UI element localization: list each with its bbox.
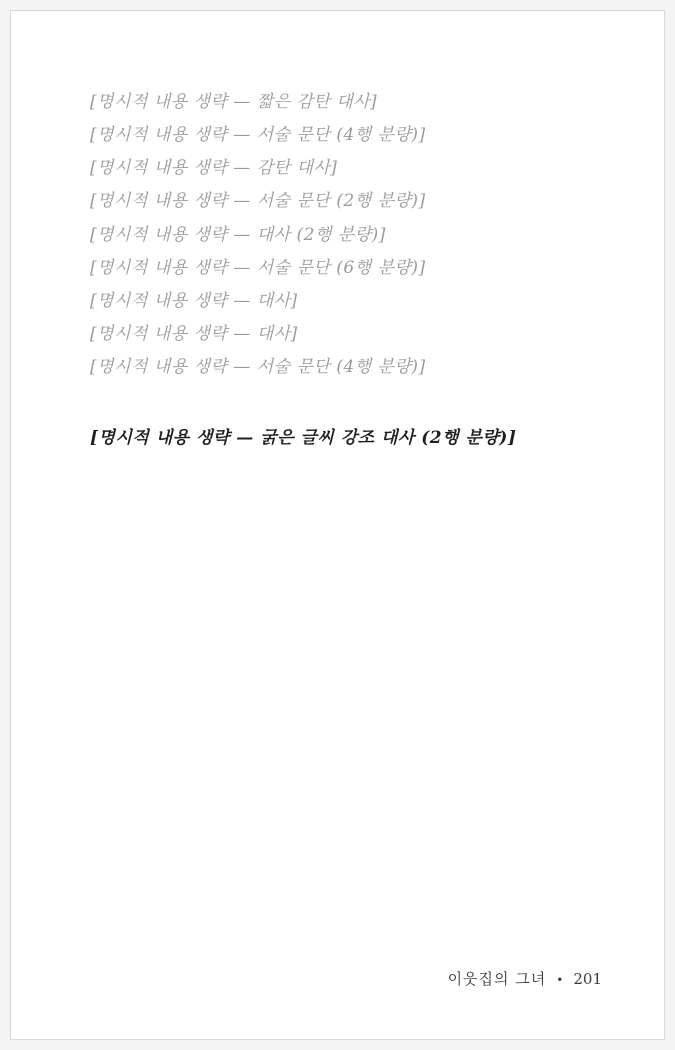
- paragraph: [명시적 내용 생략 — 감탄 대사]: [90, 158, 338, 179]
- paragraph: [명시적 내용 생략 — 서술 문단 (4행 분량)]: [90, 357, 426, 378]
- paragraph: [명시적 내용 생략 — 대사]: [90, 323, 298, 344]
- page-number: 201: [573, 970, 602, 988]
- paragraph: [명시적 내용 생략 — 대사]: [90, 290, 298, 311]
- paragraph: [명시적 내용 생략 — 서술 문단 (4행 분량)]: [90, 125, 426, 146]
- emphasized-paragraph: [명시적 내용 생략 — 굵은 글씨 강조 대사 (2행 분량)]: [90, 427, 517, 448]
- page-footer: [73, 950, 602, 989]
- running-title: 이웃집의 그녀: [447, 970, 547, 988]
- paragraph: [명시적 내용 생략 — 짧은 감탄 대사]: [90, 92, 378, 112]
- paragraph: [명시적 내용 생략 — 대사 (2행 분량)]: [90, 224, 386, 245]
- footer-separator: •: [556, 973, 564, 987]
- book-page: [10, 10, 665, 1040]
- paragraph: [명시적 내용 생략 — 서술 문단 (6행 분량)]: [90, 257, 426, 278]
- paragraph: [명시적 내용 생략 — 서술 문단 (2행 분량)]: [90, 191, 426, 212]
- body-text-block: [73, 86, 602, 950]
